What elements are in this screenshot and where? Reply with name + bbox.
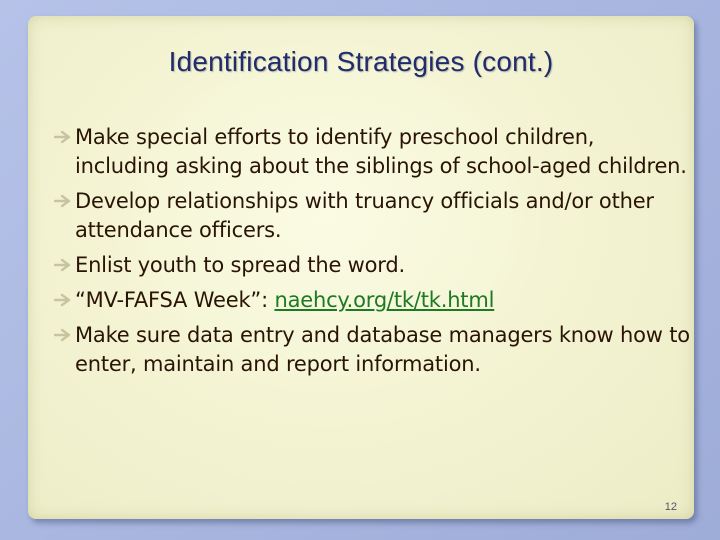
slide-title: Identification Strategies (cont.) [168, 46, 554, 77]
arrow-bullet-icon [54, 328, 74, 342]
arrow-bullet-icon [54, 293, 74, 307]
bullet-list [58, 123, 694, 385]
page-number: 12 [664, 501, 677, 513]
bullet-text: Make sure data entry and database managers know how to enter, maintain and report information. [75, 323, 690, 376]
bullet-item [58, 187, 694, 245]
arrow-bullet-icon [54, 130, 74, 144]
bullet-text: “MV-FAFSA Week”: [75, 288, 275, 312]
bullet-text: Develop relationships with truancy officials and/or other attendance officers. [75, 189, 654, 242]
bullet-text: Enlist youth to spread the word. [75, 253, 405, 277]
bullet-item [58, 321, 694, 379]
bullet-item [58, 123, 694, 181]
arrow-bullet-icon [54, 258, 74, 272]
arrow-bullet-icon [54, 194, 74, 208]
bullet-text: Make special efforts to identify preschool children, including asking about the siblings of school-aged children. [75, 125, 687, 178]
bullet-item [58, 286, 694, 315]
bullet-item [58, 251, 694, 280]
mv-fafsa-link[interactable]: naehcy.org/tk/tk.html [274, 288, 495, 312]
